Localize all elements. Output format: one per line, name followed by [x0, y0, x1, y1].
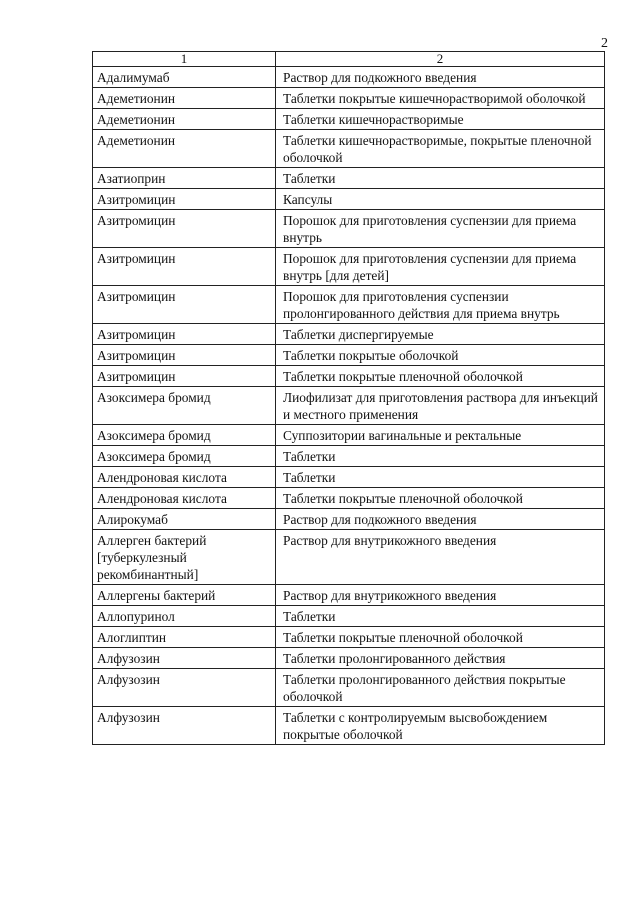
drug-name-cell: Алирокумаб [93, 509, 276, 530]
table-row [93, 509, 605, 530]
table-row [93, 88, 605, 109]
dosage-form-cell: Раствор для подкожного введения [276, 509, 605, 530]
drug-name-cell: Алфузозин [93, 707, 276, 745]
table-row [93, 387, 605, 425]
dosage-form-cell: Суппозитории вагинальные и ректальные [276, 425, 605, 446]
dosage-form-cell: Раствор для внутрикожного введения [276, 530, 605, 585]
table-header-row [93, 52, 605, 67]
dosage-form-cell: Таблетки покрытые кишечнорастворимой оболочкой [276, 88, 605, 109]
table-row [93, 488, 605, 509]
dosage-form-cell: Таблетки с контролируемым высвобождением покрытые оболочкой [276, 707, 605, 745]
dosage-form-cell: Раствор для внутрикожного введения [276, 585, 605, 606]
page-number: 2 [601, 36, 608, 51]
dosage-form-cell: Таблетки кишечнорастворимые [276, 109, 605, 130]
drug-name-cell: Адеметионин [93, 109, 276, 130]
drug-name-cell: Алендроновая кислота [93, 488, 276, 509]
drug-name-cell: Алендроновая кислота [93, 467, 276, 488]
dosage-form-cell: Лиофилизат для приготовления раствора для инъекций и местного применения [276, 387, 605, 425]
drug-name-cell: Азитромицин [93, 324, 276, 345]
dosage-form-cell: Порошок для приготовления суспензии для приема внутрь [276, 210, 605, 248]
table-row [93, 189, 605, 210]
dosage-form-cell: Таблетки покрытые пленочной оболочкой [276, 627, 605, 648]
table-row [93, 669, 605, 707]
drug-name-cell: Азитромицин [93, 366, 276, 387]
table-row [93, 67, 605, 88]
drug-name-cell: Аллерген бактерий [туберкулезный рекомбинантный] [93, 530, 276, 585]
drug-name-cell: Азитромицин [93, 248, 276, 286]
table-row [93, 425, 605, 446]
dosage-form-cell: Таблетки пролонгированного действия [276, 648, 605, 669]
dosage-form-cell: Капсулы [276, 189, 605, 210]
column-header-1: 1 [93, 52, 276, 67]
dosage-form-cell: Таблетки кишечнорастворимые, покрытые пленочной оболочкой [276, 130, 605, 168]
dosage-form-cell: Таблетки [276, 606, 605, 627]
drug-name-cell: Аллергены бактерий [93, 585, 276, 606]
table-row [93, 168, 605, 189]
drug-name-cell: Азоксимера бромид [93, 425, 276, 446]
table-row [93, 210, 605, 248]
dosage-form-cell: Таблетки покрытые оболочкой [276, 345, 605, 366]
drug-name-cell: Адеметионин [93, 130, 276, 168]
table-row [93, 707, 605, 745]
drug-name-cell: Азитромицин [93, 345, 276, 366]
dosage-form-cell: Таблетки покрытые пленочной оболочкой [276, 366, 605, 387]
dosage-form-cell: Таблетки диспергируемые [276, 324, 605, 345]
dosage-form-cell: Порошок для приготовления суспензии для приема внутрь [для детей] [276, 248, 605, 286]
table-row [93, 286, 605, 324]
drug-name-cell: Алфузозин [93, 669, 276, 707]
drug-name-cell: Азитромицин [93, 210, 276, 248]
dosage-form-cell: Раствор для подкожного введения [276, 67, 605, 88]
dosage-form-cell: Таблетки [276, 168, 605, 189]
drug-forms-table [92, 51, 605, 745]
drug-name-cell: Азитромицин [93, 286, 276, 324]
table-row [93, 606, 605, 627]
table-row [93, 627, 605, 648]
drug-name-cell: Азитромицин [93, 189, 276, 210]
table-row [93, 366, 605, 387]
table-row [93, 248, 605, 286]
drug-name-cell: Адеметионин [93, 88, 276, 109]
dosage-form-cell: Таблетки [276, 446, 605, 467]
drug-name-cell: Алоглиптин [93, 627, 276, 648]
drug-name-cell: Алфузозин [93, 648, 276, 669]
drug-name-cell: Адалимумаб [93, 67, 276, 88]
drug-name-cell: Азоксимера бромид [93, 387, 276, 425]
table-row [93, 109, 605, 130]
table-row [93, 130, 605, 168]
drug-name-cell: Азоксимера бромид [93, 446, 276, 467]
dosage-form-cell: Таблетки пролонгированного действия покрытые оболочкой [276, 669, 605, 707]
dosage-form-cell: Порошок для приготовления суспензии пролонгированного действия для приема внутрь [276, 286, 605, 324]
column-header-2: 2 [276, 52, 605, 67]
table-row [93, 648, 605, 669]
table-row [93, 467, 605, 488]
dosage-form-cell: Таблетки покрытые пленочной оболочкой [276, 488, 605, 509]
table-row [93, 446, 605, 467]
table-row [93, 530, 605, 585]
table-row [93, 585, 605, 606]
table-row [93, 324, 605, 345]
drug-name-cell: Аллопуринол [93, 606, 276, 627]
dosage-form-cell: Таблетки [276, 467, 605, 488]
drug-name-cell: Азатиоприн [93, 168, 276, 189]
table-row [93, 345, 605, 366]
